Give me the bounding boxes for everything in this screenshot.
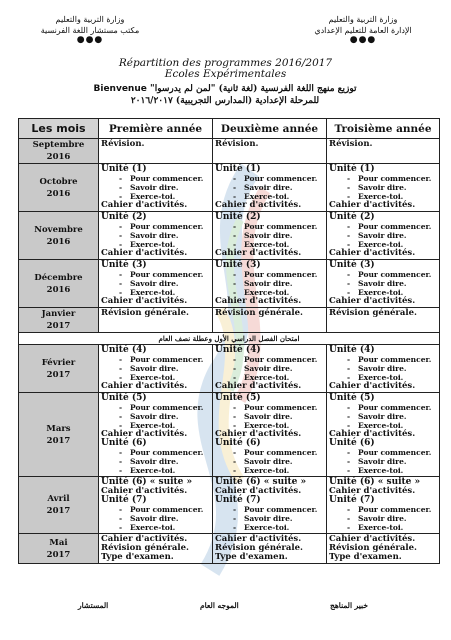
activity-item: - Exerce-toi.: [215, 240, 326, 249]
activity-item: - Exerce-toi.: [101, 240, 212, 249]
program-line: Révision générale.: [215, 308, 303, 318]
header-right-line2: الإدارة العامة للتعليم الإعدادي: [314, 26, 412, 35]
activity-item: - Exerce-toi.: [215, 373, 326, 382]
activity-item: - Exerce-toi.: [101, 288, 212, 297]
program-line: Unité (5): [101, 393, 147, 403]
program-line: Unité (6) « suite »: [215, 477, 307, 487]
signature-curriculum-expert: خبير المناهج: [330, 601, 368, 610]
program-line: Unité (5): [329, 393, 375, 403]
table-row: [19, 534, 440, 564]
activity-item: - Pour commencer.: [101, 270, 212, 279]
program-line: Type d'examen.: [101, 552, 174, 562]
month-name: Janvier: [41, 309, 76, 319]
program-line: Cahier d'activités.: [101, 381, 188, 391]
month-cell: [19, 477, 99, 534]
program-line: Cahier d'activités.: [329, 296, 416, 306]
activity-item: - Savoir dire.: [329, 457, 439, 466]
activity-item: - Pour commencer.: [215, 505, 326, 514]
header-left-line2: مكتب مستشار اللغة الفرنسية: [40, 26, 140, 35]
activity-item: - Savoir dire.: [101, 364, 212, 373]
program-line: Unité (4): [329, 345, 375, 355]
month-cell: [19, 308, 99, 333]
activity-item: - Pour commencer.: [215, 270, 326, 279]
header-right-line1: وزارة التربية والتعليم: [328, 15, 398, 24]
program-cell: [99, 164, 213, 212]
program-cell: [327, 139, 440, 164]
program-line: Unité (1): [329, 164, 375, 174]
program-cell: [327, 212, 440, 260]
activity-item: - Pour commencer.: [329, 222, 439, 231]
arabic-title-line2: للمرحلة الإعدادية (المدارس التجريبية) ٢٠١٦/٢٠١٧: [130, 96, 320, 106]
ministry-header-right: [293, 14, 433, 45]
activity-item: - Pour commencer.: [215, 403, 326, 412]
activity-item: - Exerce-toi.: [101, 421, 212, 430]
program-cell: [213, 212, 327, 260]
arabic-title-line1: توزيع منهج اللغة الفرنسية (لغة ثانية) "لمن لم يدرسوا": [150, 84, 357, 94]
activity-item: - Pour commencer.: [101, 505, 212, 514]
program-line: Unité (2): [101, 212, 147, 222]
month-name: Septembre: [32, 140, 85, 150]
header-right-dots: ●●●: [349, 35, 377, 45]
program-cell: [99, 345, 213, 393]
program-line: Cahier d'activités.: [215, 296, 302, 306]
program-line: Unité (6) « suite »: [101, 477, 193, 487]
col-header-3: Troisième année: [327, 119, 440, 139]
program-line: Cahier d'activités.: [101, 248, 188, 258]
program-cell: [213, 534, 327, 564]
month-year: 2017: [46, 369, 71, 380]
activity-item: - Savoir dire.: [101, 514, 212, 523]
activity-item: - Exerce-toi.: [101, 466, 212, 475]
activity-item: - Exerce-toi.: [101, 192, 212, 201]
program-line: Unité (1): [215, 164, 261, 174]
title-line2: Ecoles Expérimentales: [164, 68, 287, 80]
program-line: Cahier d'activités.: [329, 429, 416, 439]
table-row: [19, 308, 440, 333]
program-line: Cahier d'activités.: [101, 486, 188, 496]
program-line: Cahier d'activités.: [329, 486, 416, 496]
program-cell: [213, 345, 327, 393]
header-left-line1: وزارة التربية والتعليم: [55, 15, 125, 24]
month-year: 2016: [46, 236, 71, 247]
month-cell: [19, 534, 99, 564]
program-cell: [213, 393, 327, 477]
program-cell: [327, 534, 440, 564]
program-cell: [213, 477, 327, 534]
activity-item: - Exerce-toi.: [215, 288, 326, 297]
program-line: Révision générale.: [101, 543, 189, 553]
activity-item: - Savoir dire.: [101, 457, 212, 466]
activity-item: - Savoir dire.: [329, 412, 439, 421]
month-name: Mars: [46, 423, 71, 434]
activity-item: - Savoir dire.: [215, 183, 326, 192]
month-name: Avril: [47, 494, 70, 504]
program-cell: [99, 308, 213, 333]
program-line: Unité (7): [215, 495, 261, 505]
program-cell: [213, 139, 327, 164]
arabic-title: [60, 83, 390, 107]
signature-advisor: المستشار: [78, 601, 109, 610]
program-line: Révision générale.: [101, 308, 189, 318]
program-line: Cahier d'activités.: [101, 296, 188, 306]
table-header-row: [19, 119, 440, 139]
activity-item: - Exerce-toi.: [215, 421, 326, 430]
program-line: Cahier d'activités.: [215, 200, 302, 210]
month-year: 2017: [46, 549, 71, 560]
activity-item: - Pour commencer.: [329, 355, 439, 364]
activity-item: - Savoir dire.: [215, 514, 326, 523]
program-line: Unité (6): [215, 438, 261, 448]
activity-item: - Pour commencer.: [329, 505, 439, 514]
document-title: [0, 58, 451, 80]
program-line: Révision.: [215, 139, 259, 149]
activity-item: - Pour commencer.: [329, 403, 439, 412]
activity-item: - Pour commencer.: [215, 222, 326, 231]
activity-item: - Savoir dire.: [215, 364, 326, 373]
title-line1: Répartition des programmes 2016/2017: [118, 57, 333, 69]
header-left-dots: ●●●: [76, 35, 104, 45]
activity-item: - Savoir dire.: [215, 279, 326, 288]
activity-item: - Pour commencer.: [329, 448, 439, 457]
program-line: Cahier d'activités.: [215, 381, 302, 391]
activity-item: - Exerce-toi.: [329, 466, 439, 475]
month-year: 2017: [46, 506, 71, 516]
program-cell: [99, 260, 213, 308]
activity-item: - Exerce-toi.: [329, 523, 439, 532]
program-line: Cahier d'activités.: [101, 429, 188, 439]
activity-item: - Savoir dire.: [101, 231, 212, 240]
activity-item: - Exerce-toi.: [101, 373, 212, 382]
month-year: 2016: [46, 188, 71, 199]
program-cell: [213, 164, 327, 212]
program-line: Révision générale.: [329, 543, 417, 553]
program-line: Cahier d'activités.: [329, 200, 416, 210]
activity-item: - Savoir dire.: [215, 231, 326, 240]
table-row: [19, 345, 440, 393]
month-year: 2017: [46, 321, 71, 331]
program-cell: [327, 260, 440, 308]
program-line: Unité (3): [215, 260, 261, 270]
program-cell: [99, 212, 213, 260]
activity-item: - Pour commencer.: [101, 448, 212, 457]
program-cell: [327, 345, 440, 393]
program-cell: [327, 308, 440, 333]
table-row: [19, 164, 440, 212]
program-line: Cahier d'activités.: [215, 429, 302, 439]
program-line: Cahier d'activités.: [329, 534, 416, 544]
program-line: Révision.: [329, 139, 373, 149]
program-line: Unité (5): [215, 393, 261, 403]
program-cell: [213, 260, 327, 308]
month-cell: [19, 212, 99, 260]
program-cell: [327, 164, 440, 212]
month-cell: [19, 260, 99, 308]
program-line: Type d'examen.: [329, 552, 402, 562]
program-line: Révision.: [101, 139, 145, 149]
activity-item: - Exerce-toi.: [329, 192, 439, 201]
month-cell: [19, 164, 99, 212]
bienvenue-label: Bienvenue: [93, 84, 147, 94]
program-line: Unité (3): [329, 260, 375, 270]
signature-general-supervisor: الموجه العام: [200, 601, 239, 610]
activity-item: - Savoir dire.: [215, 457, 326, 466]
activity-item: - Savoir dire.: [215, 412, 326, 421]
month-year: 2016: [46, 284, 71, 295]
activity-item: - Exerce-toi.: [329, 421, 439, 430]
program-table: [18, 118, 440, 564]
program-line: Cahier d'activités.: [215, 486, 302, 496]
activity-item: - Savoir dire.: [101, 279, 212, 288]
program-line: Cahier d'activités.: [215, 534, 302, 544]
program-line: Cahier d'activités.: [101, 200, 188, 210]
month-name: Novembre: [34, 224, 83, 235]
activity-item: - Exerce-toi.: [329, 373, 439, 382]
activity-item: - Savoir dire.: [329, 364, 439, 373]
activity-item: - Pour commencer.: [329, 270, 439, 279]
program-line: Unité (3): [101, 260, 147, 270]
table-row: [19, 477, 440, 534]
activity-item: - Savoir dire.: [329, 514, 439, 523]
activity-item: - Exerce-toi.: [101, 523, 212, 532]
program-line: Unité (7): [329, 495, 375, 505]
program-cell: [327, 393, 440, 477]
program-line: Cahier d'activités.: [101, 534, 188, 544]
ministry-header-left: [20, 14, 160, 45]
activity-item: - Pour commencer.: [215, 448, 326, 457]
program-line: Cahier d'activités.: [329, 381, 416, 391]
month-cell: [19, 345, 99, 393]
activity-item: - Pour commencer.: [215, 174, 326, 183]
program-line: Révision générale.: [215, 543, 303, 553]
activity-item: - Savoir dire.: [329, 279, 439, 288]
activity-item: - Exerce-toi.: [329, 240, 439, 249]
program-line: Cahier d'activités.: [329, 248, 416, 258]
month-year: 2016: [46, 152, 71, 162]
activity-item: - Pour commencer.: [101, 222, 212, 231]
exam-row: [19, 333, 440, 345]
month-name: Décembre: [34, 272, 83, 283]
activity-item: - Pour commencer.: [329, 174, 439, 183]
month-cell: [19, 139, 99, 164]
program-line: Unité (6): [101, 438, 147, 448]
exam-note: امتحان الفصل الدراسي الأول وعطلة نصف العام: [19, 333, 440, 345]
program-line: Unité (4): [101, 345, 147, 355]
program-line: Unité (4): [215, 345, 261, 355]
activity-item: - Savoir dire.: [101, 412, 212, 421]
program-line: Unité (2): [215, 212, 261, 222]
program-cell: [99, 534, 213, 564]
table-row: [19, 260, 440, 308]
activity-item: - Exerce-toi.: [215, 466, 326, 475]
col-header-1: Première année: [99, 119, 213, 139]
program-line: Révision générale.: [329, 308, 417, 318]
month-cell: [19, 393, 99, 477]
program-cell: [327, 477, 440, 534]
program-cell: [99, 139, 213, 164]
activity-item: - Pour commencer.: [215, 355, 326, 364]
program-line: Type d'examen.: [215, 552, 288, 562]
activity-item: - Savoir dire.: [329, 231, 439, 240]
col-header-2: Deuxième année: [213, 119, 327, 139]
activity-item: - Savoir dire.: [101, 183, 212, 192]
signatures: [0, 601, 451, 615]
program-line: Unité (6): [329, 438, 375, 448]
table-row: [19, 212, 440, 260]
activity-item: - Exerce-toi.: [215, 523, 326, 532]
program-line: Cahier d'activités.: [215, 248, 302, 258]
month-name: Février: [41, 357, 76, 368]
activity-item: - Pour commencer.: [101, 355, 212, 364]
activity-item: - Pour commencer.: [101, 174, 212, 183]
activity-item: - Savoir dire.: [329, 183, 439, 192]
program-line: Unité (7): [101, 495, 147, 505]
month-name: Mai: [49, 537, 68, 548]
month-year: 2017: [46, 435, 71, 446]
activity-item: - Exerce-toi.: [215, 192, 326, 201]
program-line: Unité (1): [101, 164, 147, 174]
program-cell: [213, 308, 327, 333]
activity-item: - Exerce-toi.: [329, 288, 439, 297]
table-row: [19, 393, 440, 477]
month-name: Octobre: [39, 176, 78, 187]
program-cell: [99, 393, 213, 477]
month-header: Les mois: [19, 119, 99, 139]
table-row: [19, 139, 440, 164]
program-line: Unité (2): [329, 212, 375, 222]
program-cell: [99, 477, 213, 534]
activity-item: - Pour commencer.: [101, 403, 212, 412]
program-line: Unité (6) « suite »: [329, 477, 421, 487]
